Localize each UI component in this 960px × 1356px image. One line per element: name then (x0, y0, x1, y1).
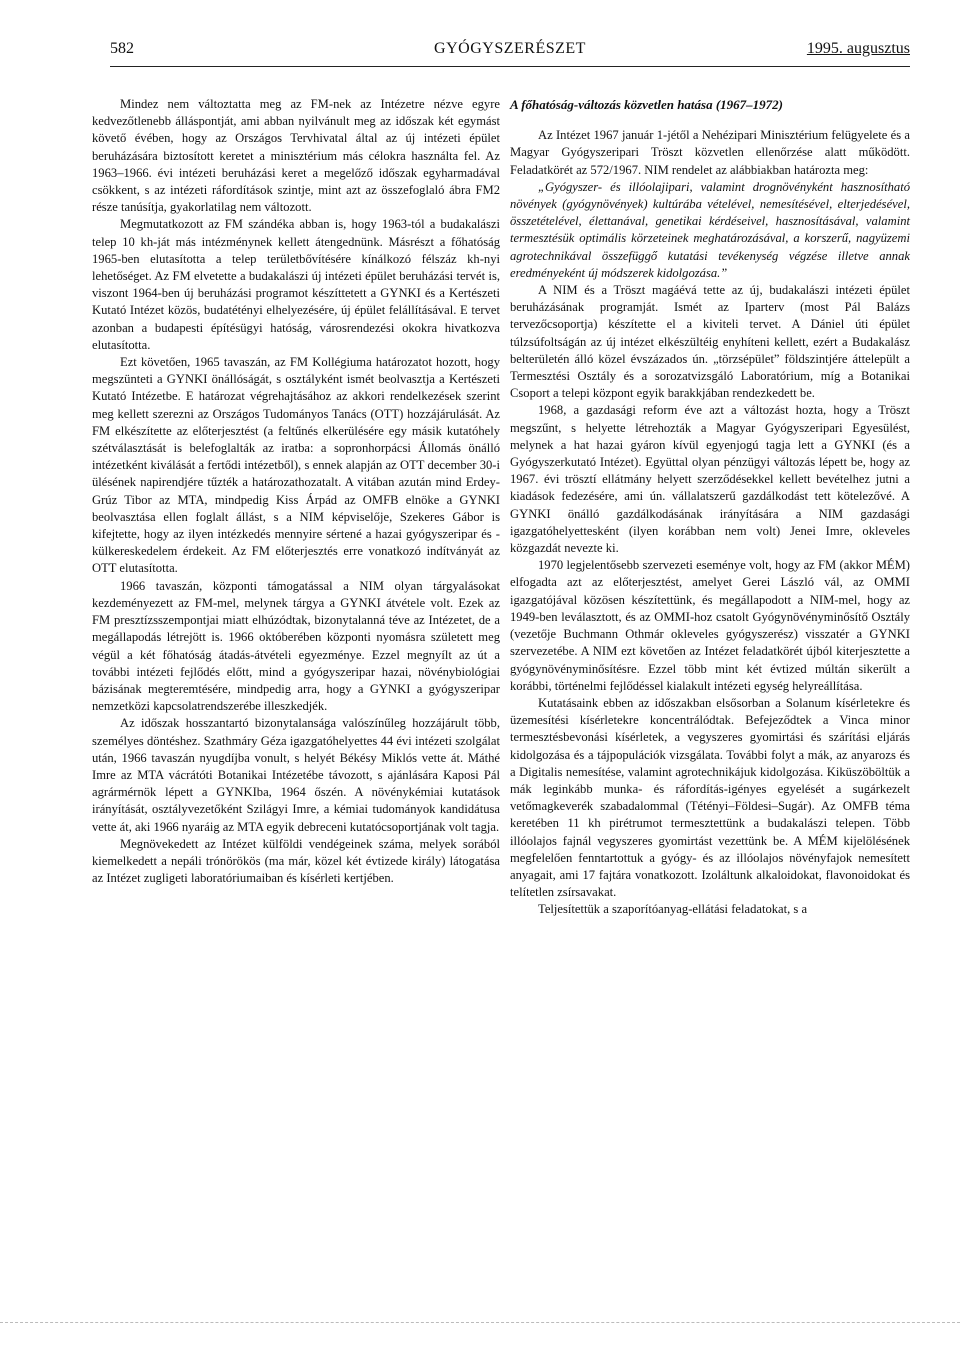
page-number: 582 (110, 40, 134, 57)
left-column (92, 96, 500, 887)
left-paragraph-5: Az időszak hosszantartó bizonytalansága valószínűleg hozzájárult több, személyes döntéshez. Szathmáry Géza igazgatóhelyettes 44 évi intézeti szolgálat után, 1966 tavaszán nyugdíjba vonult, s helyét Békésy Miklós vette át. Máthé Imre az MTA vácrátóti Botanikai Intézetébe távozott, s ajánlására Kaposi Pál agrármérnök lépett a GYNKIba, 1964 őszén. A növénykémiai kutatások irányítását, osztályvezetőként Szilágyi Imre, a kémiai tudományok kandidátusa vette át, aki 1966 nyaráig az MTA egyik debreceni kutatócsoportjának volt tagja. (92, 716, 500, 834)
left-paragraph-6: Megnövekedett az Intézet külföldi vendégeinek száma, melyek sorából kiemelkedett a nepáli trónörökös (ma már, közel két évtizede király) látogatása az Intézet zugligeti laboratóriumaiban és kísérleti kertjében. (92, 836, 500, 886)
left-paragraph-2: Megmutatkozott az FM szándéka abban is, hogy 1963-tól a budakalászi telep 10 kh-ját más intézménynek kellett átengednünk. Másrészt a főhatóság 1965-ben elutasította a telep területbővítésére kínálkozó félszáz kh-nyi lehetőséget. Az FM elvetette a budakalászi új intézeti épület beruházási tervét is, viszont 1964-ben új beruházási programot készíttetett a GYNKI és a Kertészeti Kutató Intézet közös, budatétényi elhelyezésére, új épület felállításával. E tervet azonban a budapesti építésügyi hatóság, városrendezési okokra hivatkozva elutasította. (92, 217, 500, 352)
right-paragraph-3: 1968, a gazdasági reform éve azt a változást hozta, hogy a Tröszt megszűnt, s helyette létrehozták a Magyar Gyógyszeripari Egyesülést, melynek a hat hazai gyáron kívül egyenjogú tagja lett a GYNKI (és a Gyógyszerkutató Intézet). Együttal olyan pénzügyi változás lépett be, hogy az 1967. évi trösztí ellátmány helyett szerződésekkel kellett bevételhez jutni a kiadások fedezésére, ami ún. vállalatszerű gazdálkodást tett kötelezővé. A GYNKI önálló gazdálkodásának irányítására a NIM gazdasági igazgatóhelyettesként (ilyen korábban nem volt) Jenei Imre, okleveles közgazdát nevezte ki. (510, 403, 910, 556)
page-header (110, 40, 910, 66)
header-rule (110, 66, 910, 67)
rendelet-quote: „Gyógyszer- és illóolajipari, valamint drognövényként hasznosítható növények (gyógynövények) kultúrába vételével, nemesítésével, elterjedésével, összetételével, élettanával, genetikai kérdéseivel, hasznosításával, valamint termesztésük optimális körzeteinek meghatározásával, a korszerű, nagyüzemi agrotechnikával összefüggő kutatási tevékenység végzése illetve annak eredményeként új módszerek kidolgozása.” (510, 179, 910, 280)
left-paragraph-3: Ezt követően, 1965 tavaszán, az FM Kollégiuma határozatot hozott, hogy megszünteti a GYNKI önállóságát, s osztályként ismét beolvasztja a Kertészeti Kutató Intézetbe. E határozat végrehajtásához az akkori rendelkezések szerint meg kellett szerezni az Országos Tudományos Tanács (OTT) hozzájárulását. Az FM elkészítette az előterjesztést (a feltűnés elkerülésére egy másik kutatóhely szétválasztását is belefoglalták az iratba: a sopronhorpácsi Állomás önálló intézetként kiválását a fertődi intézetből), s ennek alapján az OTT december 30-i ülésének napirendjére tűzték a határozathozatalt. A vitában azután mind Erdey-Grúz Tibor az MTA, mindpedig Kiss Árpád az OMFB elnöke a GYNKI beolvasztása ellen foglalt állást, s a NIM képviselője, Szekeres Gábor is kifejtette, hogy az ilyen intézkedés mennyire sértené a hazai gyógyszeripar és -külkereskedelem érdekeit. Az FM előterjesztés erre vonatkozó indítványát az OTT elutasította. (92, 355, 500, 576)
right-paragraph-6: Teljesítettük a szaporítóanyag-ellátási feladatokat, s a (538, 902, 808, 917)
right-paragraph-1: Az Intézet 1967 január 1-jétől a Nehézipari Minisztérium felügyelete és a Magyar Gyógyszeripari Tröszt közvetlen ellenőrzése alatt működött. Feladatkörét az 572/1967. NIM rendelet az alábbiakban határozta meg: (510, 128, 910, 177)
left-paragraph-4: 1966 tavaszán, központi támogatással a NIM olyan tárgyalásokat kezdeményezett az FM-mel, melynek tárgya a GYNKI átvétele volt. Ezek az FM presztízsszempontjai miatt elhúzódtak, bizonytalanná téve az Intézetet, de a megállapodás létrejött is. 1966 októberében központi nyomásra született meg végül a két főhatóság átadás-átvételi egyezménye. Ezzel megnyílt az út a további intézeti fejlődés előtt, mind a gyógyszeripar hazai, növénybiológiai bázisának megteremtésére, mindpedig arra, hogy a GYNKI a gyógyszeripar nemzetközi kapcsolatrendszerébe illeszkedjék. (92, 578, 500, 714)
right-paragraph-5: Kutatásaink ebben az időszakban elsősorban a Solanum kísérletekre és üzemesítési kísérletekre koncentrálódtak. Befejeződtek a Vinca minor termesztésbevonási kísérletek, a vegyszeres gyomirtási és szárítási eljárás kidolgozása és a tájpopulációk vizsgálata. További folyt a mák, az anyarozs és a Digitalis nemesítése, valamint agrotechnikájuk kidolgozása. Kiküszöböltük a mák leginkább munka- és ráfordítás-igényes egyelését a sugárkezelt vetőmagkeverék szabadalommal (Tétényi–Földesi–Sugár). Az OMFB téma keretében 11 kh pirétrumot termesztettünk a budakalászi telepen. Több illóolajos fajnál vegyszeres gyomirtást vezettünk be. A MÉM kijelölésének megfelelően fenntartottuk a gyógy- és az illóolajos növényfajok nemesített anyagait, ami 17 fajtára vonatkozott. Izoláltunk alkaloidokat, flavonoidokat és telítetlen zsírsavakat. (510, 695, 910, 900)
left-paragraph-1: Mindez nem változtatta meg az FM-nek az Intézetre nézve egyre kedvezőtlenebb álláspontját, ami abban nyilvánult meg az időszak két egymást követő évében, hogy az Országos Tervhivatal által az új intézeti épület beruházására biztosított keretet a minisztérium más célokra használta fel. Az 1963–1966. évi intézeti beruházási keret a megelőző időszak egyharmadával csökkent, s az intézeti ráfordítások szintje, mint azt az összefoglaló ábra FM2 része tanúsítja, gyakorlatilag nem változott. (92, 97, 500, 215)
scan-artifact-line (0, 1322, 960, 1323)
right-paragraph-4: 1970 legjelentősebb szervezeti eseménye volt, hogy az FM (akkor MÉM) elfogadta azt az előterjesztést, amelyet Gerei László vál, az OMMI igazgatójával közösen készítettünk, és megállapodott a NIM-mel, hogy az 1949-ben leválasztott, és az OMMI-hoz csatolt Gyógynövényminősítő Osztály (vezetője Buchmann Othmár okleveles gyógyszerész) visszatér a GYNKI szervezetébe. A NIM ezt követően az Intézet feladatkörét újból kiterjesztette a gyógynövényminősítésre. Ezzel több mint két évtized múltán sikerült a korábbi, történelmi fejlődéssel kialakult intézeti egység helyreállítása. (510, 558, 910, 693)
journal-title: GYÓGYSZERÉSZET (434, 40, 586, 57)
right-paragraph-2: A NIM és a Tröszt magáévá tette az új, budakalászi intézeti épület beruházásának programját. Ismét az Iparterv (most Pál Balázs tervezőcsoportja) készítette el a kiviteli tervet. A Dániel úti épület túlzsúfoltságán az új intézet elkészültéig enyhíteni kellett, ezért a Budakalász belterületén álló közel évszázados ún. „törzsépület” földszintjére áttelepült a Termesztési Osztály és a sorozatvizsgáló Laboratórium, míg a Botanikai Csoport a telepi központ egyik barakkjában rendezkedett be. (510, 283, 910, 401)
issue-date: 1995. augusztus (806, 40, 910, 57)
section-title: A főhatóság-változás közvetlen hatása (1967–1972) (510, 97, 784, 112)
right-column (510, 96, 910, 919)
